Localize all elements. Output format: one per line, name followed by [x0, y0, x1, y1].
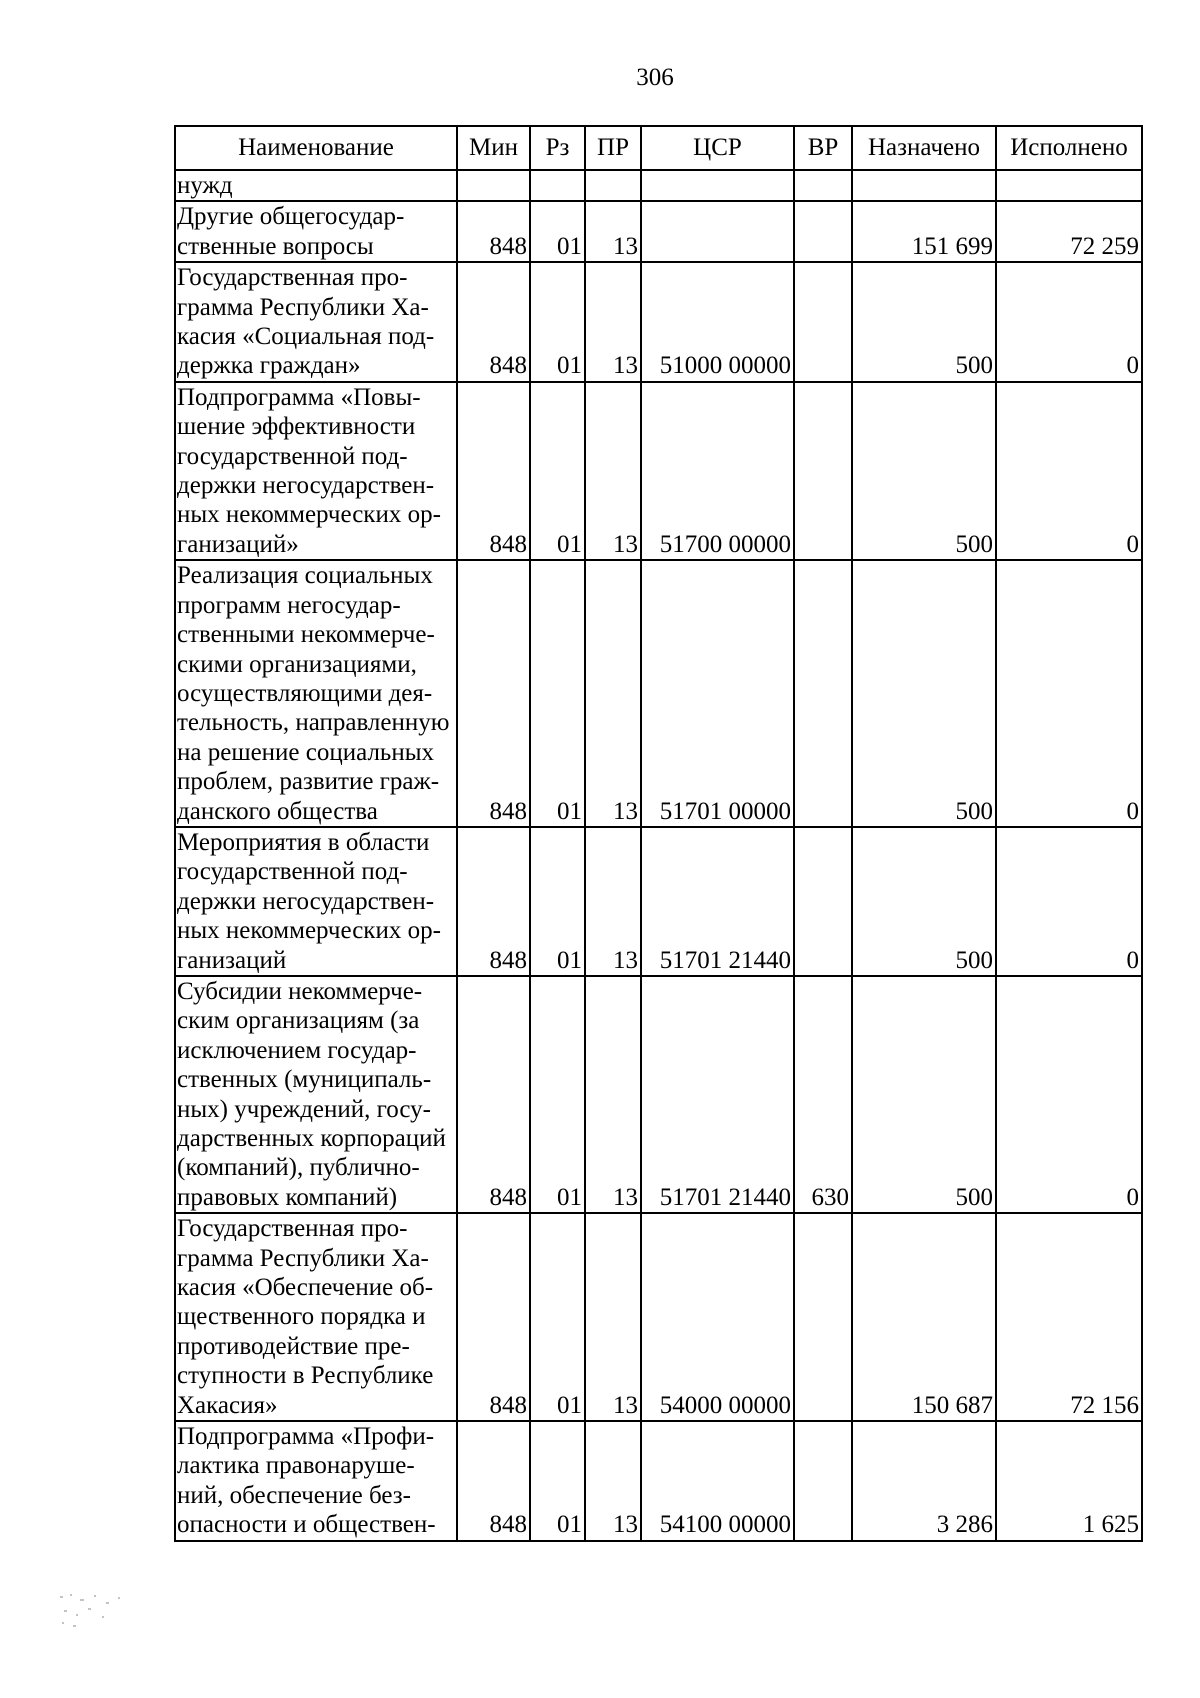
cell-executed: 0: [996, 827, 1142, 976]
cell-name: Субсидии некоммерче- ским организациям (за исключением государ- ственных (муниципаль- ных) учреждений, госу- дарственных корпораций (компаний), публично- правовых компаний): [175, 976, 457, 1213]
table-row: [175, 262, 1142, 382]
cell-pr: 13: [585, 382, 641, 560]
cell-vr: [794, 827, 852, 976]
cell-name: нужд: [175, 170, 457, 201]
cell-pr: 13: [585, 827, 641, 976]
scan-specks: [58, 1590, 168, 1630]
cell-min: 848: [457, 827, 530, 976]
cell-assigned: 151 699: [852, 201, 996, 262]
cell-min: 848: [457, 201, 530, 262]
cell-csr: 51701 00000: [641, 560, 794, 827]
table-row: [175, 1213, 1142, 1421]
cell-assigned: 150 687: [852, 1213, 996, 1421]
cell-name: Подпрограмма «Повы- шение эффективности государственной под- держки негосударствен- ных некоммерческих ор- ганизаций»: [175, 382, 457, 560]
table-row: [175, 382, 1142, 560]
page-number: 306: [636, 64, 674, 91]
cell-csr: 51700 00000: [641, 382, 794, 560]
cell-executed: 1 625: [996, 1421, 1142, 1541]
cell-csr: 54100 00000: [641, 1421, 794, 1541]
cell-rz: 01: [530, 382, 585, 560]
cell-name: Подпрограмма «Профи- лактика правонаруше- ний, обеспечение без- опасности и обществен-: [175, 1421, 457, 1541]
cell-assigned: 500: [852, 262, 996, 382]
cell-rz: [530, 170, 585, 201]
cell-name: Государственная про- грамма Республики Ха- касия «Обеспечение об- щественного порядка и противодействие пре- ступности в Республике Хакасия»: [175, 1213, 457, 1421]
cell-executed: 0: [996, 976, 1142, 1213]
cell-vr: [794, 560, 852, 827]
cell-min: 848: [457, 976, 530, 1213]
cell-pr: [585, 170, 641, 201]
cell-assigned: 500: [852, 976, 996, 1213]
cell-min: 848: [457, 1421, 530, 1541]
cell-executed: [996, 170, 1142, 201]
cell-vr: [794, 382, 852, 560]
table-row: [175, 827, 1142, 976]
table-row: [175, 201, 1142, 262]
cell-assigned: 500: [852, 827, 996, 976]
cell-vr: [794, 1421, 852, 1541]
table-row: [175, 560, 1142, 827]
cell-min: 848: [457, 262, 530, 382]
table-body: [175, 170, 1142, 1541]
header-row: [175, 126, 1142, 170]
cell-vr: [794, 262, 852, 382]
header-rz: Рз: [530, 126, 585, 170]
header-executed: Исполнено: [996, 126, 1142, 170]
cell-csr: 51701 21440: [641, 827, 794, 976]
cell-vr: [794, 1213, 852, 1421]
cell-min: 848: [457, 382, 530, 560]
budget-table: [174, 125, 1143, 1542]
cell-pr: 13: [585, 1213, 641, 1421]
cell-csr: 54000 00000: [641, 1213, 794, 1421]
cell-executed: 0: [996, 560, 1142, 827]
cell-pr: 13: [585, 201, 641, 262]
cell-pr: 13: [585, 560, 641, 827]
cell-csr: [641, 170, 794, 201]
cell-name: Мероприятия в области государственной под- держки негосударствен- ных некоммерческих ор- ганизаций: [175, 827, 457, 976]
cell-vr: [794, 201, 852, 262]
cell-min: 848: [457, 1213, 530, 1421]
cell-csr: [641, 201, 794, 262]
table-row: [175, 1421, 1142, 1541]
cell-assigned: 500: [852, 382, 996, 560]
cell-assigned: 500: [852, 560, 996, 827]
header-csr: ЦСР: [641, 126, 794, 170]
table-row: [175, 170, 1142, 201]
header-name: Наименование: [175, 126, 457, 170]
cell-rz: 01: [530, 1421, 585, 1541]
cell-vr: 630: [794, 976, 852, 1213]
cell-name: Реализация социальных программ негосудар- ственными некоммерче- скими организациями, осуществляющими дея- тельность, направленную на решение социальных проблем, развитие граж- данского общества: [175, 560, 457, 827]
header-vr: ВР: [794, 126, 852, 170]
cell-name: Другие общегосудар- ственные вопросы: [175, 201, 457, 262]
cell-assigned: 3 286: [852, 1421, 996, 1541]
cell-name: Государственная про- грамма Республики Ха- касия «Социальная под- держка граждан»: [175, 262, 457, 382]
cell-rz: 01: [530, 1213, 585, 1421]
cell-min: 848: [457, 560, 530, 827]
cell-executed: 72 156: [996, 1213, 1142, 1421]
cell-csr: 51000 00000: [641, 262, 794, 382]
header-pr: ПР: [585, 126, 641, 170]
header-assigned: Назначено: [852, 126, 996, 170]
cell-executed: 0: [996, 262, 1142, 382]
table-header: [175, 126, 1142, 170]
cell-rz: 01: [530, 201, 585, 262]
cell-pr: 13: [585, 262, 641, 382]
cell-min: [457, 170, 530, 201]
cell-vr: [794, 170, 852, 201]
cell-pr: 13: [585, 1421, 641, 1541]
cell-executed: 0: [996, 382, 1142, 560]
cell-executed: 72 259: [996, 201, 1142, 262]
cell-assigned: [852, 170, 996, 201]
cell-rz: 01: [530, 976, 585, 1213]
cell-pr: 13: [585, 976, 641, 1213]
cell-rz: 01: [530, 560, 585, 827]
cell-rz: 01: [530, 827, 585, 976]
cell-csr: 51701 21440: [641, 976, 794, 1213]
cell-rz: 01: [530, 262, 585, 382]
table-row: [175, 976, 1142, 1213]
header-min: Мин: [457, 126, 530, 170]
